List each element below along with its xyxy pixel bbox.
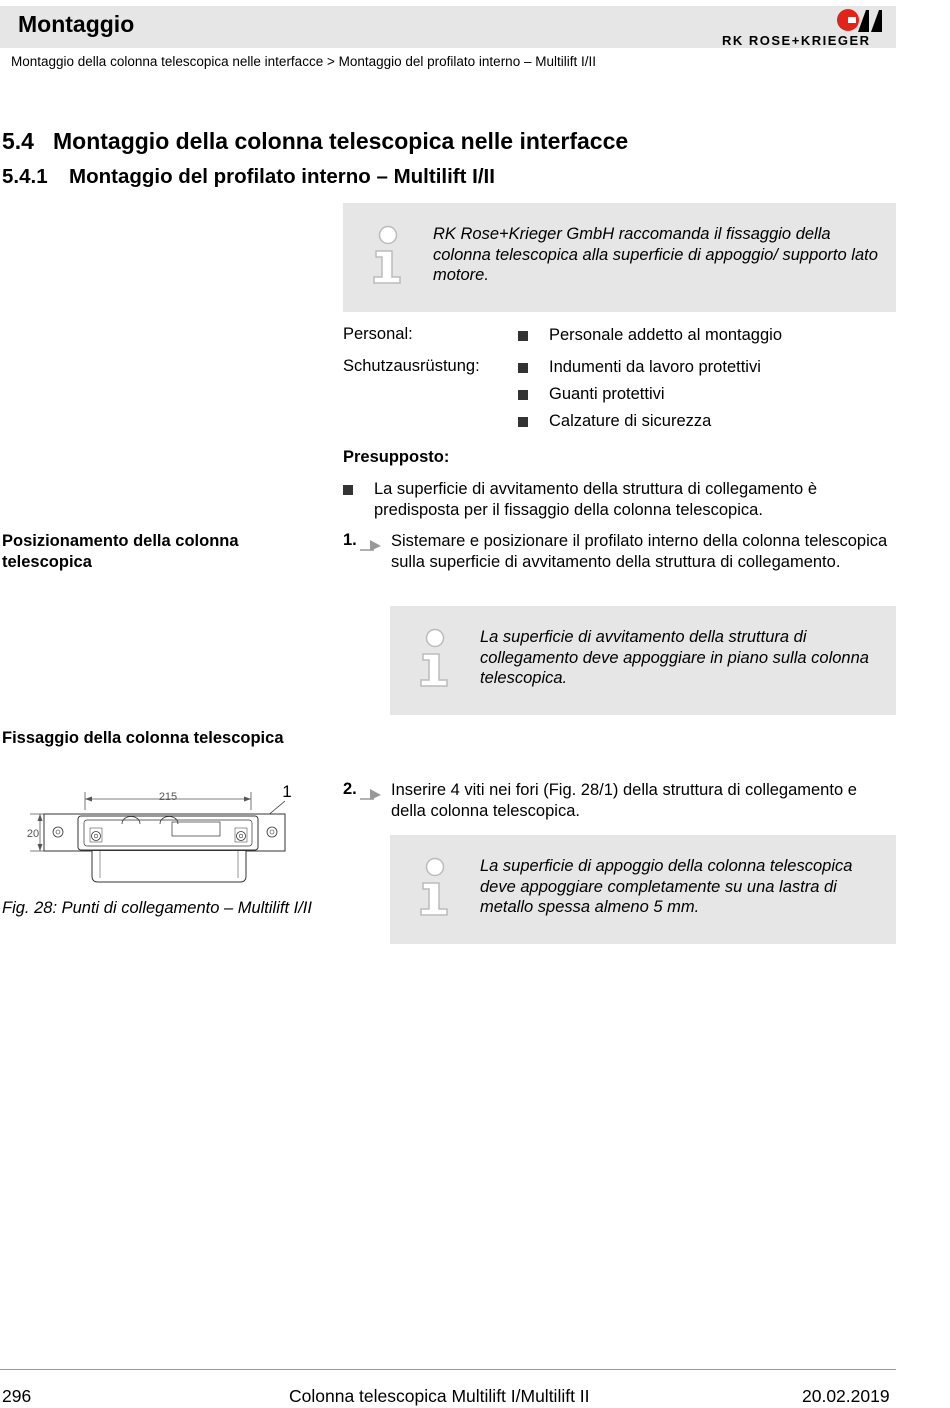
info-box (343, 203, 896, 312)
step-arrow-icon (360, 538, 382, 552)
info-text: La superficie di appoggio della colonna telescopica deve appoggiare completamente su una lastra di metallo spessa almeno 5 mm. (480, 857, 853, 916)
personnel-label: Personal: (343, 325, 413, 343)
info-text: La superficie di avvitamento della struttura di collegamento deve appoggiare in piano sulla colonna telescopica. (480, 628, 869, 687)
step-text: Sistemare e posizionare il profilato interno della colonna telescopica sulla superficie di avvitamento della struttura di collegamento. (391, 532, 888, 571)
section-title: Montaggio della colonna telescopica nelle interfacce (53, 128, 629, 154)
section-number: 5.4 (2, 128, 34, 154)
figure-28-drawing (22, 780, 294, 888)
protective-item: Guanti protettivi (518, 384, 665, 405)
logo-text: RK ROSE+KRIEGER (722, 33, 871, 48)
footer-date: 20.02.2019 (802, 1386, 890, 1406)
footer-divider (0, 1369, 896, 1370)
info-icon (370, 225, 406, 287)
footer-doc-title: Colonna telescopica Multilift I/Multilift II (289, 1386, 590, 1406)
side-heading-positioning: Posizionamento della colonna telescopica (2, 532, 239, 571)
protective-item: Indumenti da lavoro protettivi (518, 357, 761, 378)
protective-label: Schutzausrüstung: (343, 357, 480, 375)
rk-logo-mark (836, 7, 888, 33)
dimension-20: 20 (26, 828, 40, 840)
callout-1: 1 (282, 782, 292, 801)
dimension-215: 215 (158, 791, 178, 803)
info-box (390, 606, 896, 715)
protective-item: Calzature di sicurezza (518, 411, 711, 432)
subsection-heading (2, 165, 495, 189)
step-arrow-icon (360, 787, 382, 801)
step-number: 2. (343, 780, 357, 798)
prerequisite-item: La superficie di avvitamento della struttura di collegamento è predisposta per il fissaggio della colonna telescopica. (343, 479, 894, 521)
breadcrumb: Montaggio della colonna telescopica nelle interfacce > Montaggio del profilato interno – Multilift I/II (11, 54, 596, 69)
info-box (390, 835, 896, 944)
section-heading (2, 128, 628, 155)
subsection-title: Montaggio del profilato interno – Multilift I/II (69, 165, 495, 188)
side-heading-fixing: Fissaggio della colonna telescopica (2, 729, 284, 747)
subsection-number: 5.4.1 (2, 165, 48, 188)
personnel-item: Personale addetto al montaggio (518, 325, 782, 346)
step-text: Inserire 4 viti nei fori (Fig. 28/1) della struttura di collegamento e della colonna telescopica. (391, 781, 857, 820)
info-icon (417, 628, 453, 690)
prerequisite-label: Presupposto: (343, 448, 450, 466)
figure-caption: Fig. 28: Punti di collegamento – Multilift I/II (2, 899, 312, 917)
info-text: RK Rose+Krieger GmbH raccomanda il fissaggio della colonna telescopica alla superficie di appoggio/ supporto lato motore. (433, 225, 878, 284)
footer-page-number: 296 (2, 1386, 32, 1406)
page-header-title: Montaggio (18, 11, 135, 37)
info-icon (417, 857, 453, 919)
step-number: 1. (343, 531, 357, 549)
